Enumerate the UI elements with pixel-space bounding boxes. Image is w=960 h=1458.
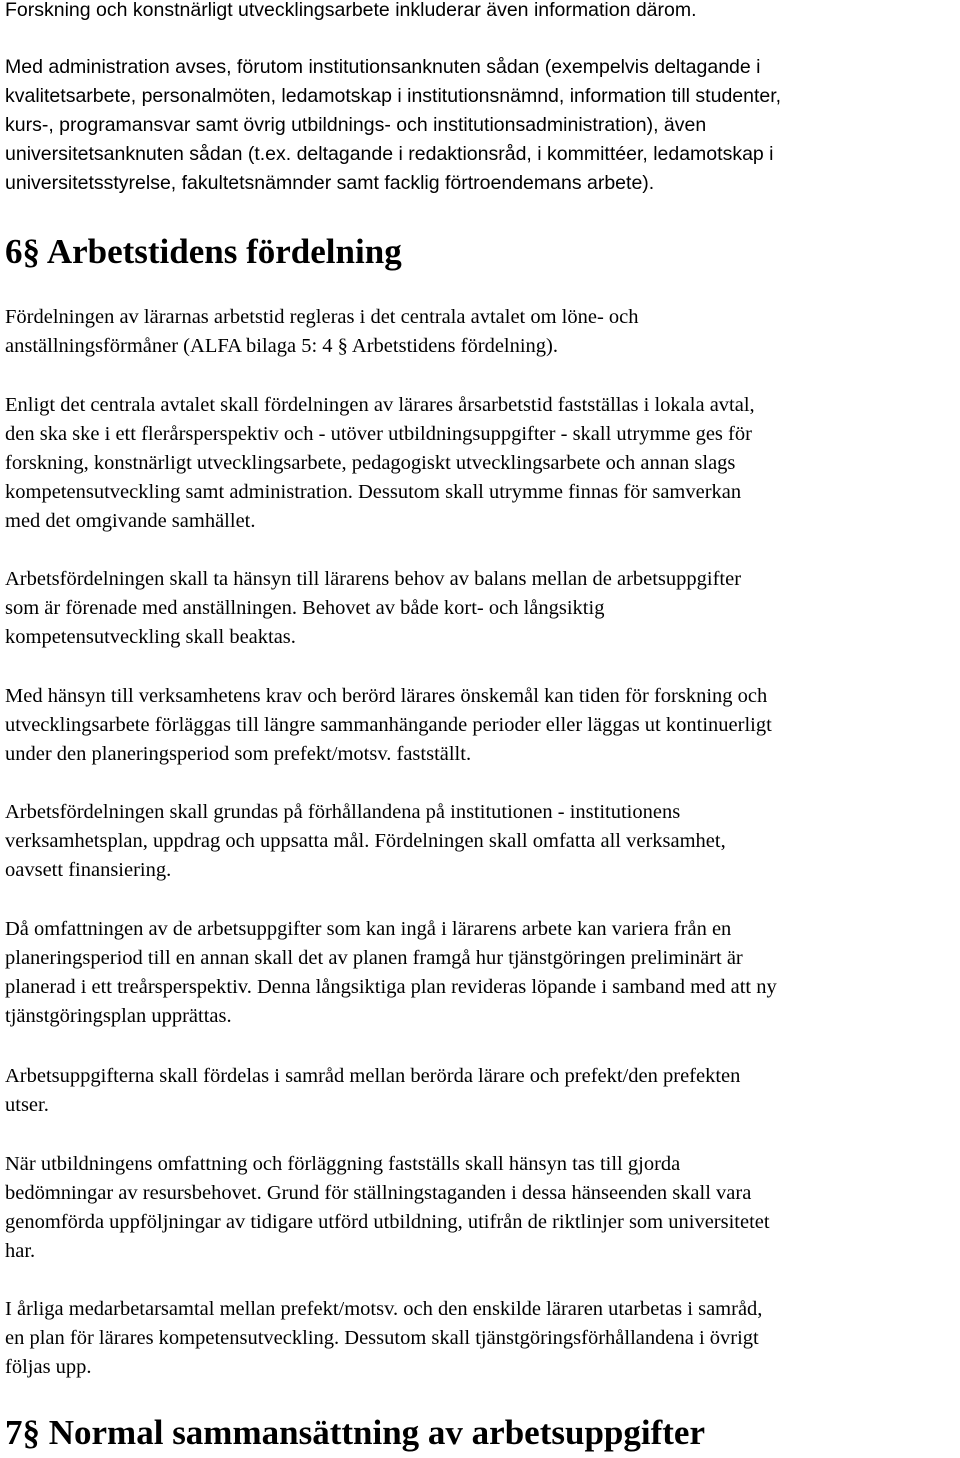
paragraph-work-balance: Arbetsfördelningen skall ta hänsyn till lärarens behov av balans mellan de arbetsuppgifter som är förenade med anställningen. Behovet av både kort- och långsiktig kompetensutveckling skall beaktas. [5,568,742,648]
section-heading-7: 7§ Normal sammansättning av arbetsuppgifter [5,1413,705,1452]
paragraph-three-year-plan: Då omfattningen av de arbetsuppgifter som kan ingå i lärarens arbete kan variera från en planeringsperiod till en annan skall det av planen framgå hur tjänstgöringen preliminärt är planerad i ett treårsperspektiv. Denna långsiktiga plan revideras löpande i samband med att ny tjänstgöringsplan upprättas. [5,918,777,1027]
paragraph-institution-basis: Arbetsfördelningen skall grundas på förhållandena på institutionen - institutionens verksamhetsplan, uppdrag och uppsatta mål. Fördelningen skall omfatta all verksamhet, oavsett finansiering. [5,801,726,881]
paragraph-administration-definition: Med administration avses, förutom institutionsanknuten sådan (exempelvis deltagande i kvalitetsarbete, personalmöten, ledamotskap i institutionsnämnd, information till studenter, kurs-, programansvar samt övrig utbildnings- och institutionsadministration), även universitetsanknuten sådan (t.ex. deltagande i redaktionsråd, i kommittéer, ledamotskap i universitetsstyrelse, fakultetsnämnder samt facklig förtroendemans arbete). [5,56,782,194]
paragraph-research-periods: Med hänsyn till verksamhetens krav och berörd lärares önskemål kan tiden för forskning och utvecklingsarbete förläggas till längre sammanhängande perioder eller läggas ut kontinuerligt under den planeringsperiod som prefekt/motsv. fastställt. [5,685,772,765]
paragraph-resource-assessment: När utbildningens omfattning och förläggning fastställs skall hänsyn tas till gjorda bedömningar av resursbehovet. Grund för ställningstaganden i dessa hänseenden skall vara genomförda uppföljningar av tidigare utförd utbildning, utifrån de riktlinjer som universitetet har. [5,1153,770,1262]
paragraph-annual-review: I årliga medarbetarsamtal mellan prefekt/motsv. och den enskilde läraren utarbetas i samråd, en plan för lärares kompetensutveckling. Dessutom skall tjänstgöringsförhållandena i övrigt följas upp. [5,1298,763,1378]
paragraph-task-distribution: Arbetsuppgifterna skall fördelas i samråd mellan berörda lärare och prefekt/den prefekten utser. [5,1065,741,1116]
section-heading-6: 6§ Arbetstidens fördelning [5,232,402,271]
paragraph-alfa-regulation: Fördelningen av lärarnas arbetstid regleras i det centrala avtalet om löne- och anställningsförmåner (ALFA bilaga 5: 4 § Arbetstidens fördelning). [5,306,639,357]
paragraph-research-info: Forskning och konstnärligt utvecklingsarbete inkluderar även information därom. [5,0,697,21]
paragraph-central-agreement: Enligt det centrala avtalet skall fördelningen av lärares årsarbetstid fastställas i lokala avtal, den ska ske i ett flerårsperspektiv och - utöver utbildningsuppgifter - skall utrymme ges för forskning, konstnärligt utvecklingsarbete, pedagogiskt utvecklingsarbete och annan slags kompetensutveckling samt administration. Dessutom skall utrymme finnas för samverkan med det omgivande samhället. [5,394,755,532]
